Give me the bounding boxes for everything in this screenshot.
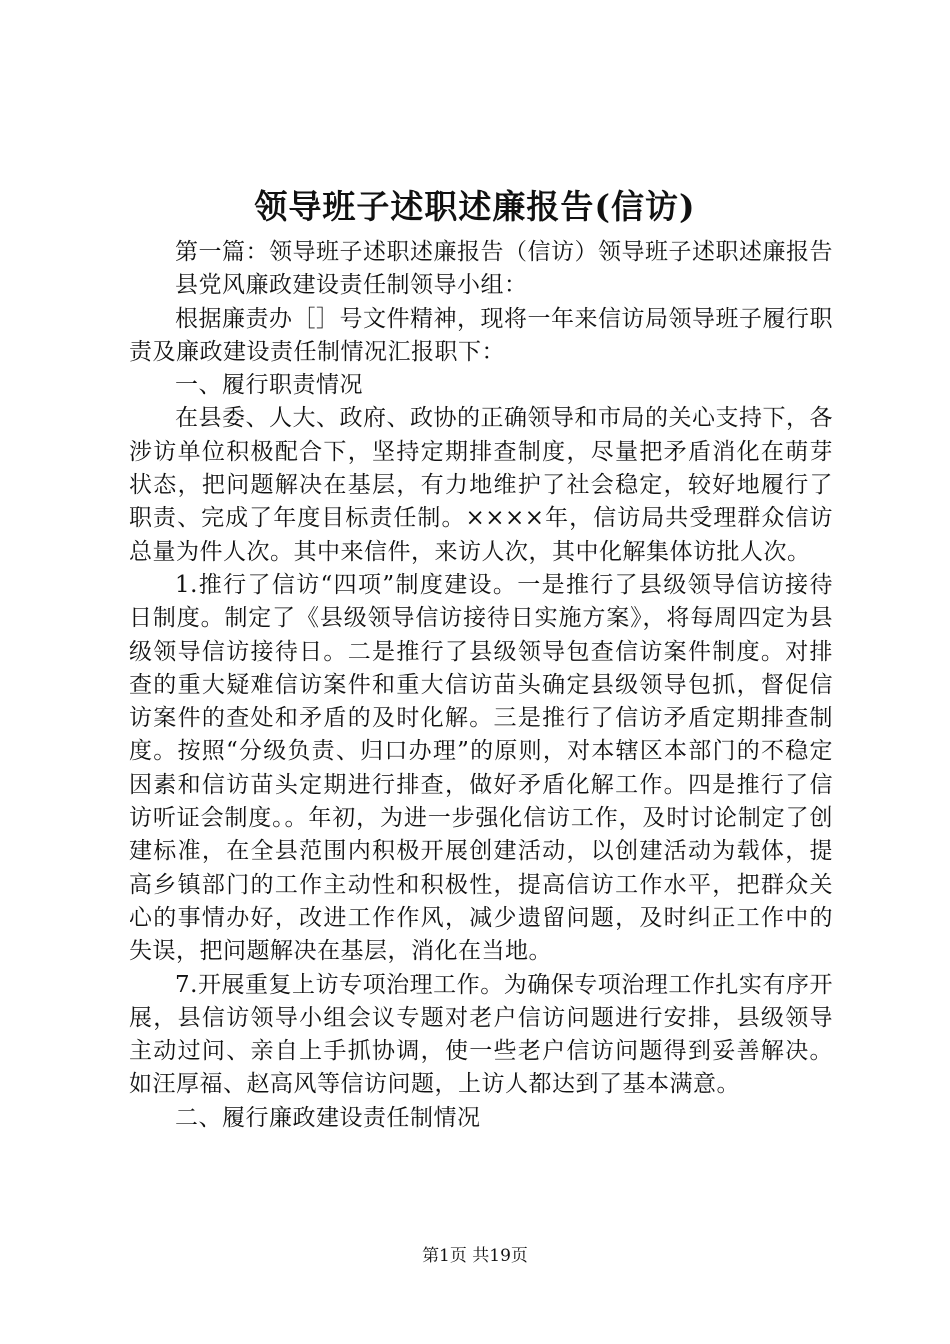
section-heading-1: 一、履行职责情况 — [175, 372, 363, 399]
document-body — [129, 236, 833, 1135]
paragraph-2: 县党风廉政建设责任制领导小组： — [175, 272, 528, 299]
document-title: 领导班子述职述廉报告(信访) — [254, 187, 696, 226]
paragraph-7: 7.开展重复上访专项治理工作。为确保专项治理工作扎实有序开展，县信访领导小组会议专题对老户信访问题进行安排，县级领导主动过问、亲自上手抓协调，使一些老户信访问题得到妥善解决。如汪厚福、赵高风等信访问题，上访人都达到了基本满意。 — [129, 971, 833, 1098]
paragraph-3: 根据廉责办［］号文件精神，现将一年来信访局领导班子履行职责及廉政建设责任制情况汇报职下： — [129, 305, 833, 365]
paragraph-5: 在县委、人大、政府、政协的正确领导和市局的关心支持下，各涉访单位积极配合下，坚持定期排查制度，尽量把矛盾消化在萌芽状态，把问题解决在基层，有力地维护了社会稳定，较好地履行了职责、完成了年度目标责任制。××××年，信访局共受理群众信访总量为件人次。其中来信件，来访人次，其中化解集体访批人次。 — [129, 405, 833, 565]
page-indicator: 第1页 共19页 — [422, 1246, 528, 1266]
paragraph-6: 1.推行了信访“四项”制度建设。一是推行了县级领导信访接待日制度。制定了《县级领导信访接待日实施方案》，将每周四定为县级领导信访接待日。二是推行了县级领导包查信访案件制度。对排查的重大疑难信访案件和重大信访苗头确定县级领导包抓，督促信访案件的查处和矛盾的及时化解。三是推行了信访矛盾定期排查制度。按照“分级负责、归口办理”的原则，对本辖区本部门的不稳定因素和信访苗头定期进行排查，做好矛盾化解工作。四是推行了信访听证会制度。。年初，为进一步强化信访工作，及时讨论制定了创建标准，在全县范围内积极开展创建活动，以创建活动为载体，提高乡镇部门的工作主动性和积极性，提高信访工作水平，把群众关心的事情办好，改进工作作风，减少遗留问题，及时纠正工作中的失误，把问题解决在基层，消化在当地。 — [129, 571, 833, 965]
section-heading-2: 二、履行廉政建设责任制情况 — [175, 1104, 481, 1131]
paragraph-1: 第一篇：领导班子述职述廉报告（信访）领导班子述职述廉报告 — [175, 239, 833, 265]
